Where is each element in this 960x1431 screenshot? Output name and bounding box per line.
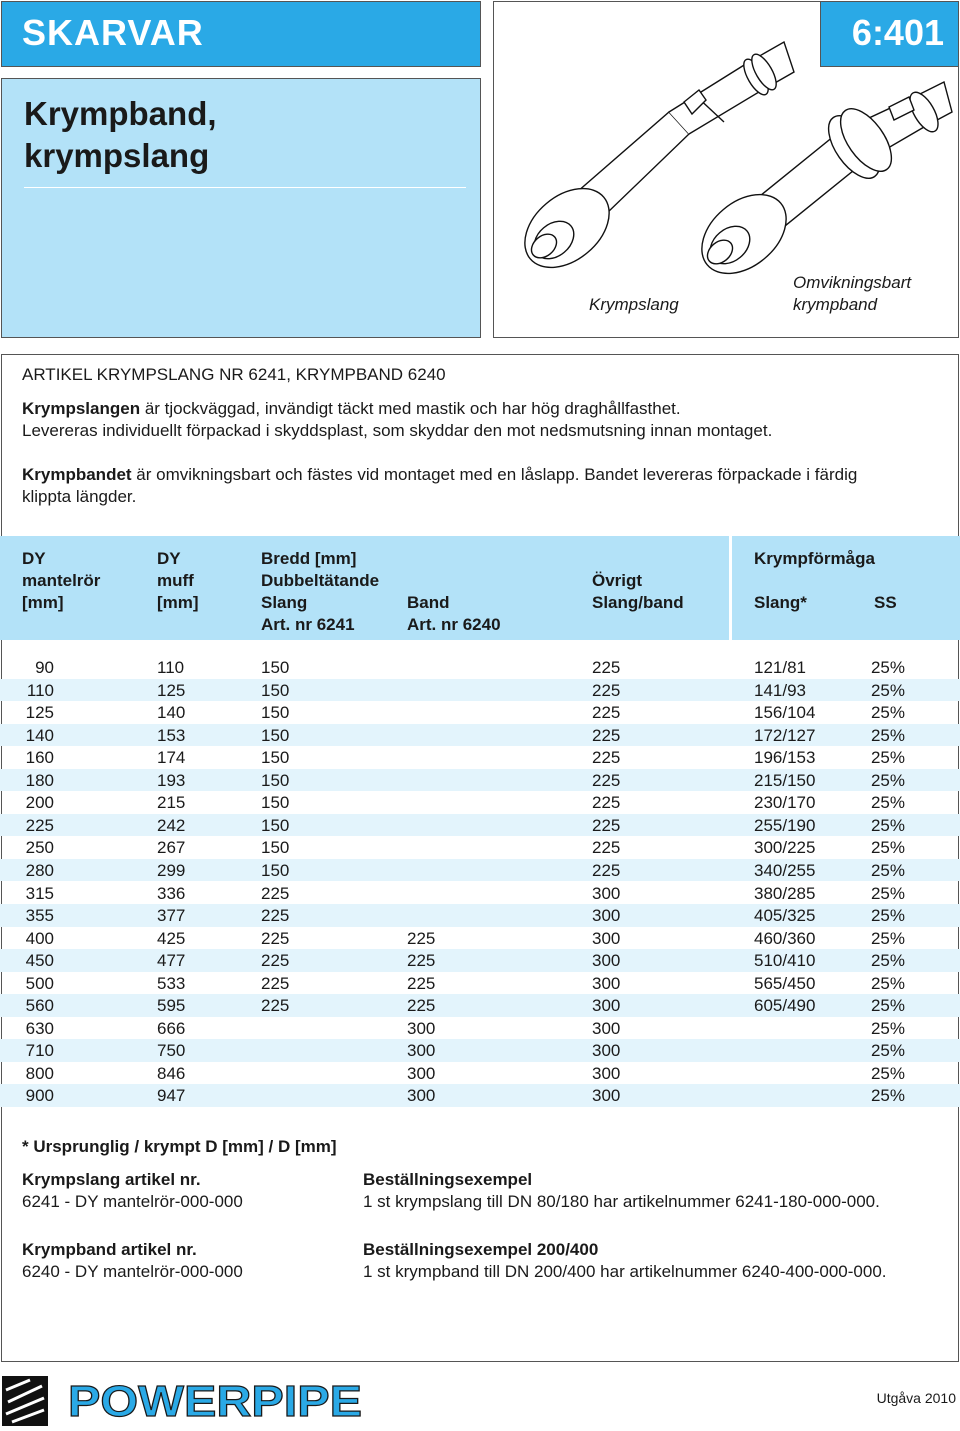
cell-dy-mantel: 180 <box>25 770 54 790</box>
cell-ovrigt: 225 <box>592 838 621 858</box>
cell-bredd-slang: 225 <box>261 973 290 993</box>
powerpipe-logo <box>64 1378 366 1424</box>
cell-dy-muff: 153 <box>157 725 186 745</box>
cell-krymp-ss: 25% <box>870 793 905 813</box>
th-band-1: Band <box>407 593 450 612</box>
cell-dy-muff: 750 <box>157 1041 186 1061</box>
table-row <box>0 927 960 950</box>
th-ovrigt-1: Övrigt <box>592 571 643 590</box>
band-article-heading: Krympband artikel nr. <box>22 1240 197 1259</box>
cell-krymp-ss: 25% <box>870 703 905 723</box>
intro-p2-rest: är omvikningsbart och fästes vid montaget med en låslapp. Bandet levereras förpackade i färdig <box>131 465 858 484</box>
cell-krymp-slang: 510/410 <box>754 951 816 971</box>
cell-ovrigt: 225 <box>592 860 621 880</box>
cell-ovrigt: 300 <box>592 1063 621 1083</box>
cell-bredd-slang: 150 <box>261 725 290 745</box>
cell-dy-mantel: 630 <box>25 1018 54 1038</box>
th-ovrigt-2: Slang/band <box>592 593 684 612</box>
cell-dy-mantel: 200 <box>25 793 54 813</box>
cell-dy-mantel: 125 <box>25 703 54 723</box>
cell-ovrigt: 300 <box>592 1086 621 1106</box>
cell-krymp-slang: 196/153 <box>754 748 816 768</box>
cell-ovrigt: 225 <box>592 770 621 790</box>
table-row <box>0 904 960 927</box>
cell-dy-muff: 377 <box>157 906 186 926</box>
cell-dy-muff: 174 <box>157 748 186 768</box>
th-krympformaga: Krympförmåga <box>754 549 875 568</box>
table-row <box>0 1017 960 1040</box>
cell-krymp-ss: 25% <box>870 838 905 858</box>
cell-krymp-slang: 156/104 <box>754 703 816 723</box>
cell-krymp-ss: 25% <box>870 748 905 768</box>
cell-krymp-ss: 25% <box>870 680 905 700</box>
cell-krymp-ss: 25% <box>870 883 905 903</box>
cell-krymp-ss: 25% <box>870 1041 905 1061</box>
intro-paragraph-1-line2: Levereras individuellt förpackad i skyddsplast, som skyddar den mot nedsmutsning innan montaget. <box>22 421 773 440</box>
cell-dy-mantel: 500 <box>25 973 54 993</box>
edition-label: Utgåva 2010 <box>876 1390 956 1406</box>
cell-dy-muff: 425 <box>157 928 186 948</box>
cell-krymp-slang: 172/127 <box>754 725 816 745</box>
title-divider <box>24 187 466 188</box>
cell-band: 300 <box>407 1063 436 1083</box>
th-bredd-1: Bredd [mm] <box>261 549 357 568</box>
cell-dy-muff: 140 <box>157 703 186 723</box>
th-ovrigt <box>592 570 684 614</box>
table-row <box>0 836 960 859</box>
cell-krymp-slang: 460/360 <box>754 928 816 948</box>
order-example-2-heading: Beställningsexempel 200/400 <box>363 1240 599 1259</box>
table-row <box>0 814 960 837</box>
table-header-separator <box>729 536 732 640</box>
order-example-1-heading: Beställningsexempel <box>363 1170 533 1189</box>
cell-bredd-slang: 150 <box>261 680 290 700</box>
cell-krymp-ss: 25% <box>870 770 905 790</box>
cell-dy-muff: 336 <box>157 883 186 903</box>
cell-krymp-ss: 25% <box>870 1086 905 1106</box>
cell-krymp-slang: 300/225 <box>754 838 816 858</box>
cell-ovrigt: 225 <box>592 748 621 768</box>
intro-paragraph-2-line2: klippta längder. <box>22 487 137 506</box>
th-band-2: Art. nr 6240 <box>407 615 501 634</box>
cell-bredd-slang: 150 <box>261 838 290 858</box>
table-row <box>0 994 960 1017</box>
table-row <box>0 701 960 724</box>
th-dy-mantel <box>22 548 100 614</box>
th-bredd-3: Slang <box>261 593 308 612</box>
cell-band: 300 <box>407 1041 436 1061</box>
cell-krymp-slang: 380/285 <box>754 883 816 903</box>
th-dy-mantel-3: [mm] <box>22 593 64 612</box>
caption-krympband-line2: krympband <box>793 295 878 314</box>
cell-dy-muff: 947 <box>157 1086 186 1106</box>
caption-krympslang: Krympslang <box>589 295 679 314</box>
th-bredd <box>261 548 379 636</box>
table-row <box>0 746 960 769</box>
th-dy-muff-2: muff <box>157 571 194 590</box>
cell-krymp-ss: 25% <box>870 951 905 971</box>
th-dy-muff-3: [mm] <box>157 593 199 612</box>
cell-krymp-ss: 25% <box>870 1018 905 1038</box>
illustration-box <box>493 1 959 338</box>
cell-krymp-slang: 565/450 <box>754 973 816 993</box>
cell-krymp-ss: 25% <box>870 860 905 880</box>
section-title: SKARVAR <box>22 12 204 53</box>
section-header <box>1 1 481 67</box>
cell-dy-mantel: 280 <box>25 860 54 880</box>
cell-dy-muff: 110 <box>157 658 185 677</box>
cell-dy-mantel: 560 <box>25 996 54 1016</box>
cell-bredd-slang: 150 <box>261 703 290 723</box>
cell-ovrigt: 225 <box>592 725 621 745</box>
cell-dy-mantel: 140 <box>25 725 54 745</box>
cell-krymp-slang: 121/81 <box>754 658 806 677</box>
cell-ovrigt: 225 <box>592 793 621 813</box>
cell-dy-mantel: 800 <box>25 1063 54 1083</box>
cell-ovrigt: 300 <box>592 973 621 993</box>
cell-bredd-slang: 225 <box>261 928 290 948</box>
cell-ovrigt: 225 <box>592 680 621 700</box>
order-example-2-text: 1 st krympband till DN 200/400 har artikelnummer 6240-400-000-000. <box>363 1262 887 1281</box>
cell-dy-muff: 193 <box>157 770 186 790</box>
cell-band: 225 <box>407 996 436 1016</box>
cell-ovrigt: 300 <box>592 906 621 926</box>
cell-dy-mantel: 90 <box>35 658 54 677</box>
cell-band: 225 <box>407 951 436 971</box>
cell-krymp-slang: 405/325 <box>754 906 816 926</box>
cell-dy-muff: 477 <box>157 951 186 971</box>
cell-dy-mantel: 315 <box>25 883 54 903</box>
th-dy-mantel-1: DY <box>22 549 46 568</box>
cell-ovrigt: 300 <box>592 1041 621 1061</box>
page-title-line1: Krympband, <box>24 95 217 132</box>
cell-dy-muff: 267 <box>157 838 186 858</box>
cell-bredd-slang: 150 <box>261 860 290 880</box>
cell-dy-muff: 595 <box>157 996 186 1016</box>
cell-bredd-slang: 150 <box>261 815 290 835</box>
cell-dy-muff: 533 <box>157 973 186 993</box>
cell-krymp-slang: 255/190 <box>754 815 816 835</box>
cell-ovrigt: 300 <box>592 996 621 1016</box>
table-row <box>0 972 960 995</box>
cell-dy-mantel: 900 <box>25 1086 54 1106</box>
cell-bredd-slang: 150 <box>261 748 290 768</box>
table-row <box>0 1084 960 1107</box>
cell-dy-mantel: 250 <box>25 838 54 858</box>
cell-dy-muff: 846 <box>157 1063 186 1083</box>
cell-krymp-ss: 25% <box>870 973 905 993</box>
page-title-line2: krympslang <box>24 137 210 174</box>
table-row <box>0 882 960 905</box>
order-example-1-text: 1 st krympslang till DN 80/180 har artikelnummer 6241-180-000-000. <box>363 1192 880 1211</box>
table-row <box>0 679 960 702</box>
page-title <box>24 93 217 177</box>
cell-dy-mantel: 400 <box>25 928 54 948</box>
cell-dy-mantel: 225 <box>25 815 54 835</box>
cell-ovrigt: 225 <box>592 703 621 723</box>
th-band <box>407 592 501 636</box>
article-heading: ARTIKEL KRYMPSLANG NR 6241, KRYMPBAND 6240 <box>22 365 446 384</box>
cell-krymp-slang: 340/255 <box>754 860 816 880</box>
caption-krympband-line1: Omvikningsbart <box>793 273 912 292</box>
th-dy-muff-1: DY <box>157 549 181 568</box>
slang-article-heading: Krympslang artikel nr. <box>22 1170 201 1189</box>
cell-dy-muff: 242 <box>157 815 186 835</box>
cell-band: 300 <box>407 1018 436 1038</box>
cell-ovrigt: 300 <box>592 928 621 948</box>
cell-bredd-slang: 225 <box>261 883 290 903</box>
cell-dy-mantel: 110 <box>26 680 54 700</box>
cell-krymp-slang: 141/93 <box>754 680 806 700</box>
intro-p2-bold: Krympbandet <box>22 465 132 484</box>
cell-krymp-slang: 230/170 <box>754 793 816 813</box>
table-row <box>0 656 960 679</box>
th-dy-mantel-2: mantelrör <box>22 571 101 590</box>
title-box <box>1 78 481 338</box>
cell-band: 225 <box>407 973 436 993</box>
th-krymp-slang: Slang* <box>754 593 807 612</box>
cell-krymp-ss: 25% <box>870 906 905 926</box>
cell-dy-mantel: 710 <box>25 1041 54 1061</box>
powerpipe-logo-text: POWERPIPE <box>68 1378 362 1424</box>
table-row <box>0 724 960 747</box>
table-row <box>0 769 960 792</box>
cell-krymp-ss: 25% <box>870 996 905 1016</box>
cell-bredd-slang: 150 <box>261 793 290 813</box>
cell-krymp-ss: 25% <box>870 1063 905 1083</box>
th-krymp-ss: SS <box>874 593 897 612</box>
cell-ovrigt: 300 <box>592 1018 621 1038</box>
krympband-drawing <box>687 82 952 289</box>
table-row <box>0 949 960 972</box>
slang-article-code: 6241 - DY mantelrör-000-000 <box>22 1192 243 1211</box>
cell-bredd-slang: 225 <box>261 951 290 971</box>
table-row <box>0 859 960 882</box>
intro-p1-bold: Krympslangen <box>22 399 141 418</box>
table-row <box>0 791 960 814</box>
cell-krymp-ss: 25% <box>870 928 905 948</box>
cell-krymp-ss: 25% <box>870 815 905 835</box>
cell-dy-muff: 125 <box>157 680 186 700</box>
band-article-code: 6240 - DY mantelrör-000-000 <box>22 1262 243 1281</box>
cell-krymp-slang: 215/150 <box>754 770 816 790</box>
cell-dy-muff: 299 <box>157 860 186 880</box>
intro-paragraph-1 <box>22 398 681 420</box>
th-dy-muff <box>157 548 199 614</box>
cell-bredd-slang: 225 <box>261 906 290 926</box>
cell-band: 225 <box>407 928 436 948</box>
cell-ovrigt: 225 <box>592 815 621 835</box>
cell-krymp-slang: 605/490 <box>754 996 816 1016</box>
cell-ovrigt: 300 <box>592 951 621 971</box>
cell-dy-muff: 666 <box>157 1018 186 1038</box>
intro-p1-rest: är tjockväggad, invändigt täckt med mastik och har hög draghållfasthet. <box>140 399 681 418</box>
cell-dy-mantel: 160 <box>25 748 54 768</box>
footnote: * Ursprunglig / krympt D [mm] / D [mm] <box>22 1137 337 1156</box>
cell-krymp-ss: 25% <box>870 725 905 745</box>
cell-dy-muff: 215 <box>157 793 186 813</box>
th-bredd-2: Dubbeltätande <box>261 571 380 590</box>
th-bredd-4: Art. nr 6241 <box>261 615 355 634</box>
intro-paragraph-2 <box>22 464 857 486</box>
table-row <box>0 1039 960 1062</box>
table-row <box>0 1062 960 1085</box>
pipes-logo-icon <box>2 1376 48 1426</box>
cell-bredd-slang: 225 <box>261 996 290 1016</box>
cell-krymp-ss: 25% <box>870 658 905 677</box>
cell-band: 300 <box>407 1086 436 1106</box>
page-code: 6:401 <box>851 12 944 53</box>
cell-bredd-slang: 150 <box>261 658 290 677</box>
cell-ovrigt: 225 <box>592 658 621 677</box>
cell-ovrigt: 300 <box>592 883 621 903</box>
cell-bredd-slang: 150 <box>261 770 290 790</box>
cell-dy-mantel: 450 <box>25 951 54 971</box>
cell-dy-mantel: 355 <box>25 906 54 926</box>
